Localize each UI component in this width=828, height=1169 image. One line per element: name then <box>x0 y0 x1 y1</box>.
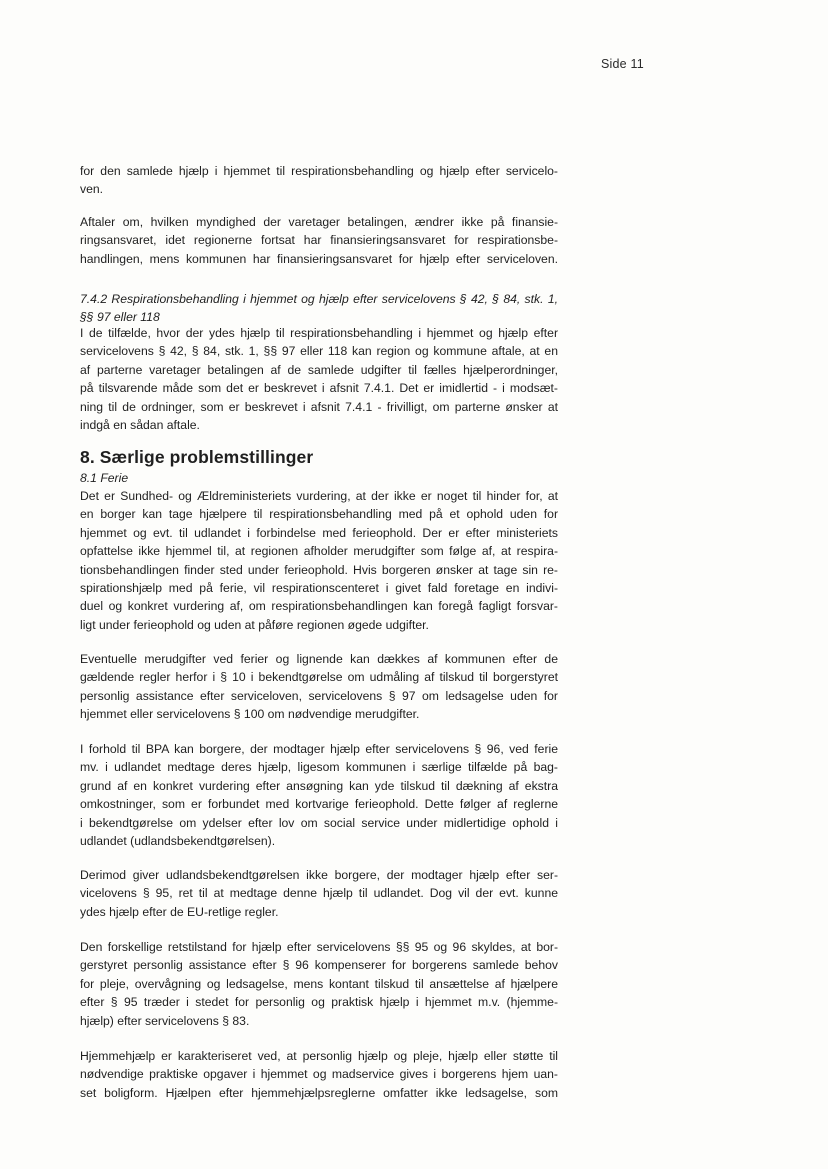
paragraph-4 <box>80 487 558 634</box>
text-line: opfattelse ikke hjemmel til, at regionen afholder merudgifter som følge af, at respira- <box>80 544 558 559</box>
text-line: for pleje, overvågning og ledsagelse, mens kontant tilskud til ansættelse af hjælpere <box>80 976 558 991</box>
text-line: set boligform. Hjælpen efter hjemmehjælpsreglerne omfatter ikke ledsagelse, som <box>80 1085 558 1100</box>
text-line: Det er Sundhed- og Ældreministeriets vurdering, at der ikke er noget til hinder for, at <box>80 489 558 503</box>
text-line: ydes hjælp efter de EU-retlige regler. <box>80 904 279 919</box>
text-line: personlig assistance efter serviceloven, servicelovens § 97 om ledsagelse uden for <box>80 688 558 703</box>
text-line: på tilsvarende måde som det er beskrevet i afsnit 7.4.1. Det er imidlertid - i modsæt- <box>80 381 558 396</box>
text-line: Derimod giver udlandsbekendtgørelsen ikke borgere, der modtager hjælp efter ser- <box>80 868 558 882</box>
text-line: ringsansvaret, idet regionerne fortsat har finansieringsansvaret for respirationsbe- <box>80 233 558 248</box>
text-line: omkostninger, som er forbundet med kortvarige ferieophold. Dette følger af reglerne <box>80 797 558 812</box>
paragraph-9 <box>80 1047 558 1102</box>
text-line: nødvendige praktiske opgaver i hjemmet og madservice gives i borgerens hjem uan- <box>80 1067 558 1082</box>
text-line: hjælp) efter servicelovens § 83. <box>80 1013 250 1028</box>
paragraph-8 <box>80 938 558 1030</box>
text-line: servicelovens § 42, § 84, stk. 1, §§ 97 eller 118 kan region og kommune aftale, at en <box>80 344 558 359</box>
text-line: ven. <box>80 182 104 197</box>
text-line: vicelovens § 95, ret til at medtage denne hjælp til udlandet. Dog vil der evt. kunne <box>80 886 558 901</box>
heading-line: §§ 97 eller 118 <box>80 310 160 325</box>
text-line: I de tilfælde, hvor der ydes hjælp til respirationsbehandling i hjemmet og hjælp efter <box>80 326 558 340</box>
text-line: en borger kan tage hjælpere til respirationsbehandling med på et ophold uden for <box>80 507 558 522</box>
heading-line: 7.4.2 Respirationsbehandling i hjemmet og hjælp efter servicelovens § 42, § 84, stk. 1, <box>80 292 558 306</box>
text-line: Hjemmehjælp er karakteriseret ved, at personlig hjælp og pleje, hjælp eller støtte til <box>80 1049 558 1063</box>
text-line: indgå en sådan aftale. <box>80 418 200 433</box>
text-line: efter § 95 træder i stedet for personlig og praktisk hjælp i hjemmet m.v. (hjemme- <box>80 995 558 1010</box>
text-line: af parterne varetager betalingen af de samlede udgifter til fælles hjælperordninger, <box>80 362 558 377</box>
text-line: Aftaler om, hvilken myndighed der varetager betalingen, ændrer ikke på finansie- <box>80 215 558 229</box>
section-7-4-2-heading <box>80 290 558 327</box>
text-line: spirationshjælp med på ferie, vil respirationscenteret i givet fald foretage en indivi- <box>80 581 558 596</box>
paragraph-6 <box>80 740 558 850</box>
heading-line: 8.1 Ferie <box>80 471 129 485</box>
text-line: udlandet (udlandsbekendtgørelsen). <box>80 834 276 849</box>
text-line: i bekendtgørelse om ydelser efter lov om social service under midlertidige ophold i <box>80 815 558 830</box>
text-line: Den forskellige retstilstand for hjælp efter servicelovens §§ 95 og 96 skyldes, at bor- <box>80 940 558 954</box>
text-line: I forhold til BPA kan borgere, der modtager hjælp efter servicelovens § 96, ved ferie <box>80 742 558 756</box>
text-line: handlingen, mens kommunen har finansieringsansvaret for hjælp efter serviceloven. <box>80 251 558 266</box>
paragraph-3 <box>80 324 558 434</box>
paragraph-7 <box>80 866 558 921</box>
text-line: hjemmet eller servicelovens § 100 om nødvendige merudgifter. <box>80 707 420 722</box>
text-line: ligt under ferieophold og uden at påføre regionen øgede udgifter. <box>80 617 429 632</box>
text-line: for den samlede hjælp i hjemmet til respirationsbehandling og hjælp efter servicelo- <box>80 164 558 178</box>
paragraph-2 <box>80 213 558 268</box>
page-number: Side 11 <box>601 57 644 71</box>
text-line: ning til de ordninger, som er beskrevet i afsnit 7.4.1 - frivilligt, om parterne ønsker at <box>80 399 558 414</box>
paragraph-5 <box>80 650 558 724</box>
text-line: Eventuelle merudgifter ved ferier og lignende kan dækkes af kommunen efter de <box>80 652 558 666</box>
text-line: hjemmet og evt. til udlandet i forbindelse med ferieophold. Der er efter ministeriets <box>80 525 558 540</box>
text-line: tionsbehandlingen finder sted under ferieophold. Hvis borgeren ønsker at tage sin re- <box>80 562 558 577</box>
text-line: grund af en konkret vurdering efter ansøgning kan yde tilskud til dækning af ekstra <box>80 778 558 793</box>
section-8-heading: 8. Særlige problemstillinger <box>80 447 314 467</box>
text-line: gerstyret personlig assistance efter § 96 kompenserer for borgerens samlede behov <box>80 958 558 973</box>
text-line: gældende regler herfor i § 10 i bekendtgørelse om udmåling af tilskud til borgerstyret <box>80 670 558 685</box>
section-8-1-heading <box>80 469 558 487</box>
paragraph-1 <box>80 162 558 199</box>
text-line: duel og konkret vurdering af, om respirationsbehandlingen kan foregå fagligt forsvar- <box>80 599 558 614</box>
text-line: mv. i udlandet medtage deres hjælp, ligesom kommunen i særlige tilfælde på bag- <box>80 760 558 775</box>
